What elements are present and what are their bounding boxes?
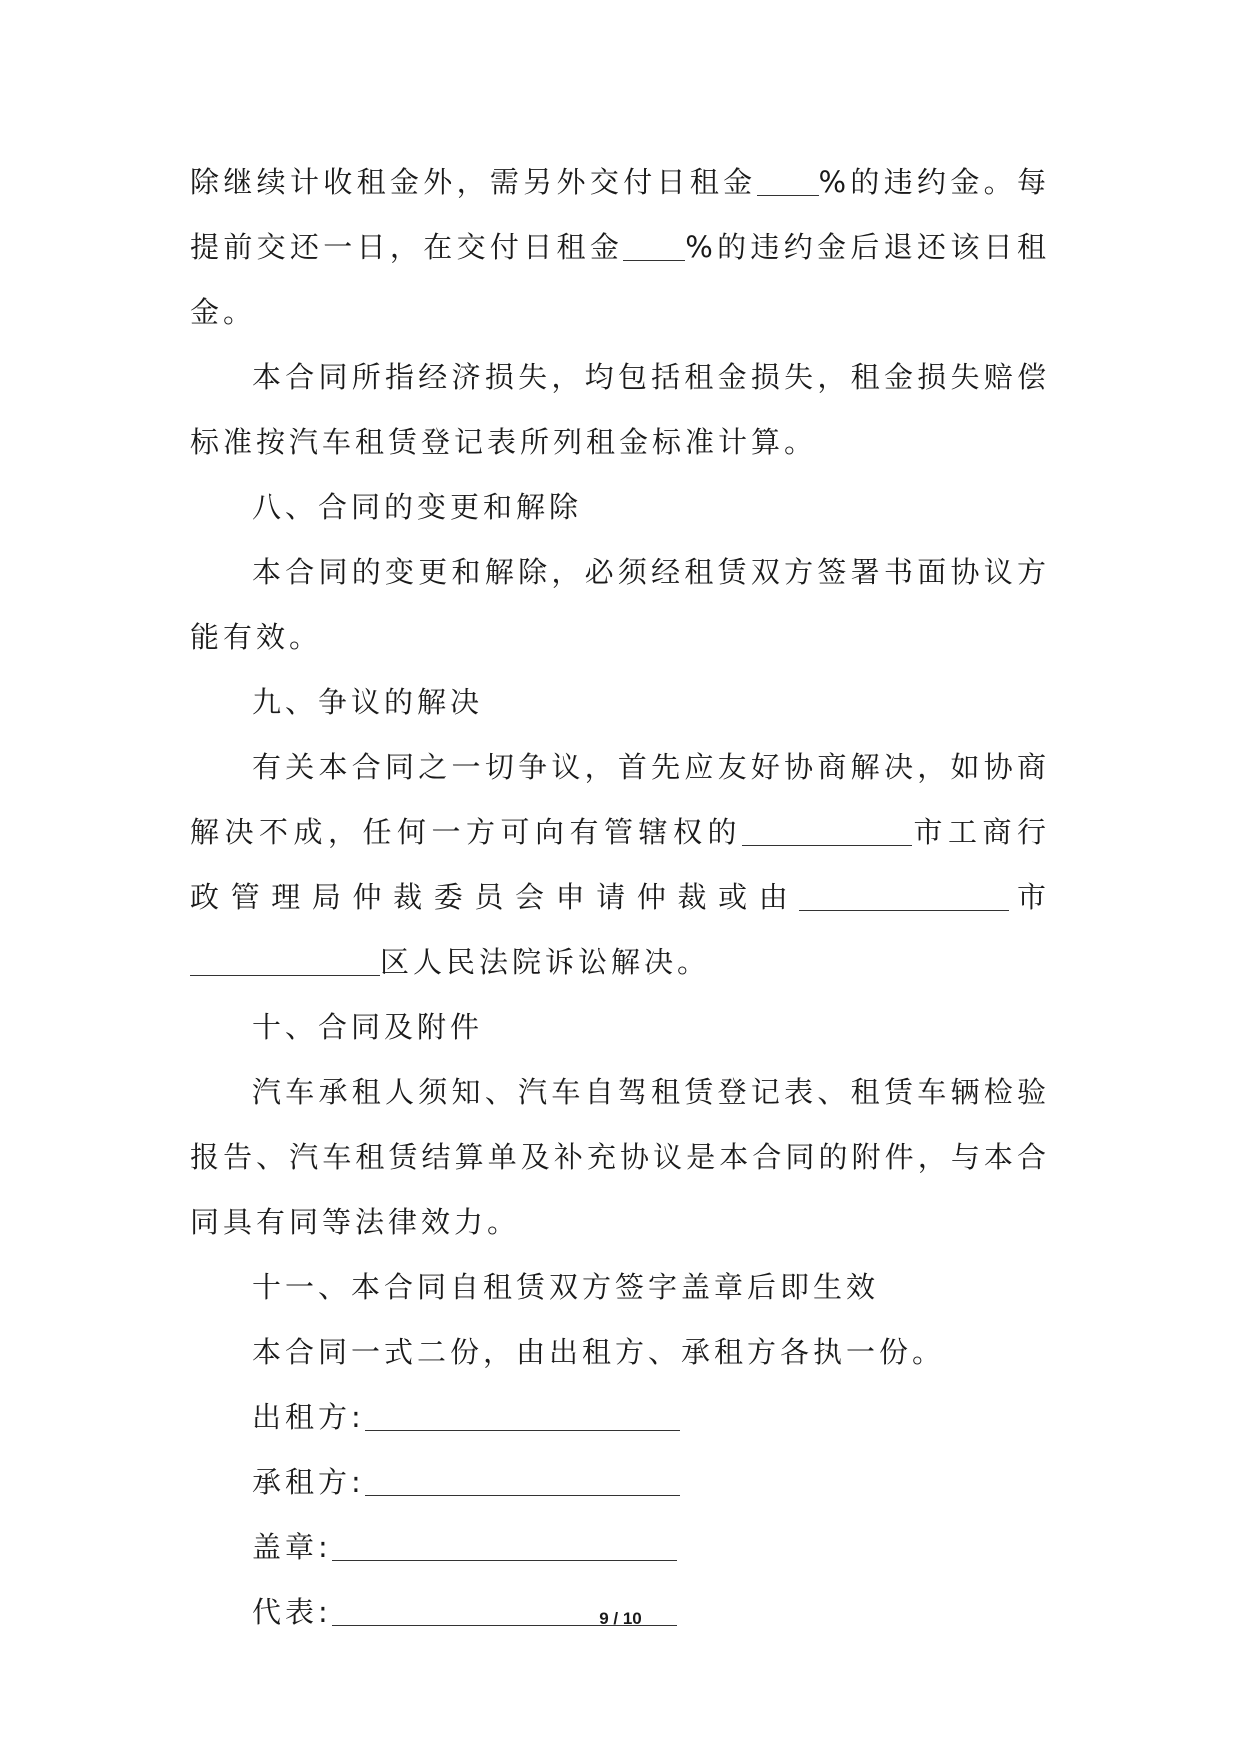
paragraph-economic-loss: 本合同所指经济损失，均包括租金损失，租金损失赔偿标准按汽车租赁登记表所列租金标准计算。: [190, 360, 1050, 459]
blank-field: [365, 1465, 680, 1496]
section-heading-9: 九、争议的解决: [252, 685, 484, 719]
blank-field: [190, 945, 380, 976]
signature-seal: 盖章:: [252, 1515, 1050, 1580]
signature-lessee: 承租方:: [252, 1450, 1050, 1515]
paragraph-attachments: 汽车承租人须知、汽车自驾租赁登记表、租赁车辆检验报告、汽车租赁结算单及补充协议是本合同的附件，与本合同具有同等法律效力。: [190, 1075, 1050, 1239]
document-body: [190, 150, 1050, 1645]
section-heading-8: 八、合同的变更和解除: [252, 490, 583, 524]
blank-field: [365, 1400, 680, 1431]
blank-field: [742, 815, 912, 846]
section-heading-11: 十一、本合同自租赁双方签字盖章后即生效: [252, 1270, 880, 1304]
paragraph-change-termination: 本合同的变更和解除，必须经租赁双方签署书面协议方能有效。: [190, 555, 1050, 654]
page-number: 9 / 10: [599, 1609, 642, 1628]
blank-field: [799, 880, 1009, 911]
signature-representative: 代表:: [252, 1580, 1050, 1645]
blank-field: [332, 1530, 677, 1561]
blank-field: [623, 230, 685, 261]
paragraph-dispute: 有关本合同之一切争议，首先应友好协商解决，如协商解决不成，任何一方可向有管辖权的 市工商行政管理局仲裁委员会申请仲裁或由 市区人民法院诉讼解决。: [190, 750, 1050, 979]
signature-lessor: 出租方:: [252, 1385, 1050, 1450]
paragraph-copies: 本合同一式二份，由出租方、承租方各执一份。: [252, 1335, 946, 1369]
paragraph-penalty: 除继续计收租金外，需另外交付日租金 %的违约金。每提前交还一日，在交付日租金 %的违约金后退还该日租金。: [190, 165, 1050, 329]
section-heading-10: 十、合同及附件: [252, 1010, 484, 1044]
blank-field: [757, 165, 819, 196]
